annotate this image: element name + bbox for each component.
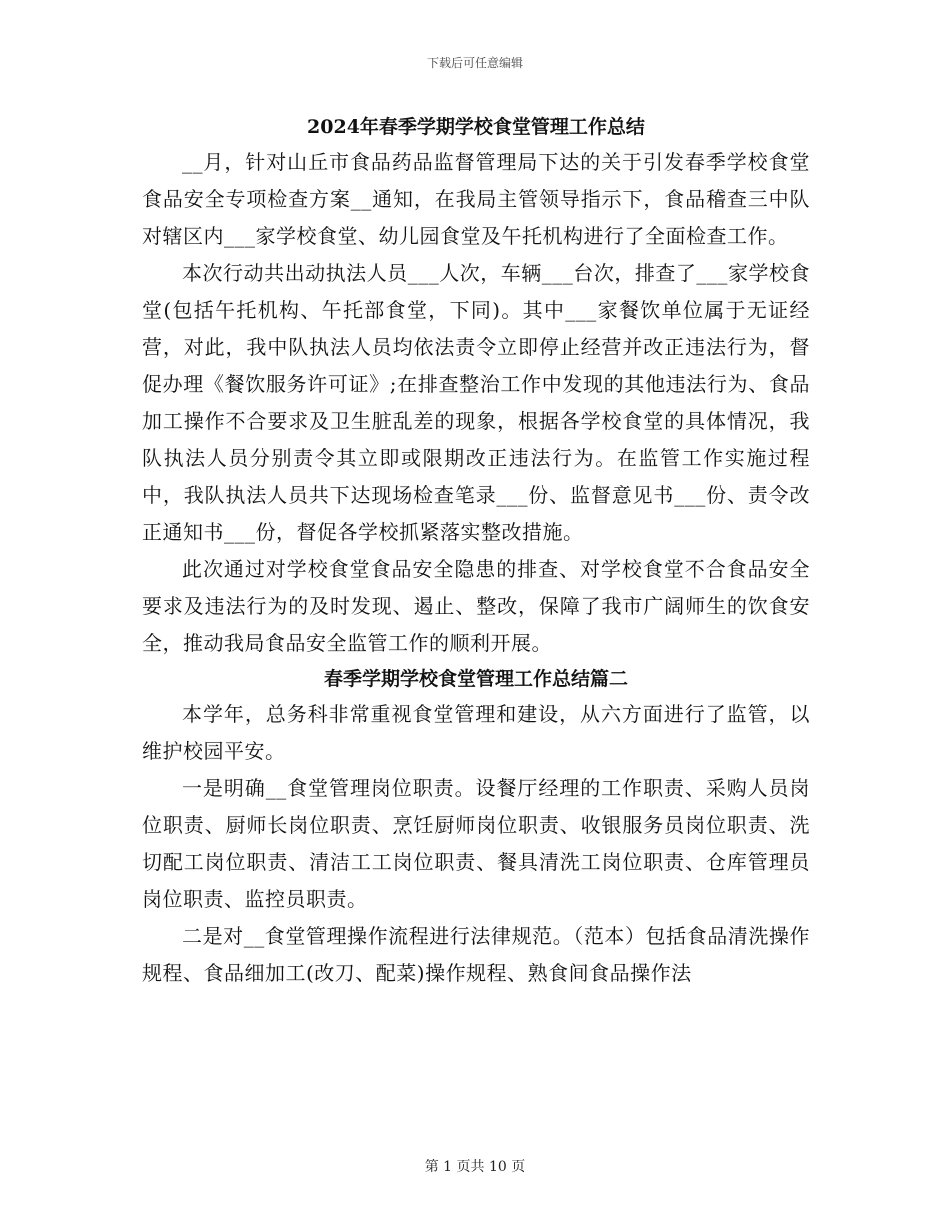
page-header-note: 下载后可任意编辑 bbox=[426, 56, 523, 70]
section-title: 春季学期学校食堂管理工作总结篇二 bbox=[323, 668, 628, 690]
section2-paragraph-2: 一是明确__食堂管理岗位职责。设餐厅经理的工作职责、采购人员岗位职责、厨师长岗位职责、烹饪厨师岗位职责、收银服务员岗位职责、洗切配工岗位职责、清洁工工岗位职责、餐具清洗工岗位职责、仓库管理员岗位职责、监控员职责。 bbox=[142, 776, 810, 911]
section2-paragraph-3: 二是对__食堂管理操作流程进行法律规范。（范本）包括食品清洗操作规程、食品细加工(改刀、配菜)操作规程、熟食间食品操作法 bbox=[142, 924, 810, 985]
paragraph-1: __月，针对山丘市食品药品监督管理局下达的关于引发春季学校食堂食品安全专项检查方案__通知，在我局主管领导指示下，食品稽查三中队对辖区内___家学校食堂、幼儿园食堂及午托机构进行了全面检查工作。 bbox=[142, 150, 810, 248]
section2-paragraph-1: 本学年，总务科非常重视食堂管理和建设，从六方面进行了监管，以维护校园平安。 bbox=[142, 702, 810, 763]
paragraph-3: 此次通过对学校食堂食品安全隐患的排查、对学校食堂不合食品安全要求及违法行为的及时发现、遏止、整改，保障了我市广阔师生的饮食安全，推动我局食品安全监管工作的顺利开展。 bbox=[142, 557, 810, 655]
page-number: 第 1 页共 10 页 bbox=[424, 1159, 526, 1175]
document-body bbox=[142, 110, 810, 992]
paragraph-2: 本次行动共出动执法人员___人次，车辆___台次，排查了___家学校食堂(包括午托机构、午托部食堂，下同)。其中___家餐饮单位属于无证经营，对此，我中队执法人员均依法责令立即停止经营并改正违法行为，督促办理《餐饮服务许可证》;在排查整治工作中发现的其他违法行为、食品加工操作不合要求及卫生脏乱差的现象，根据各学校食堂的具体情况，我队执法人员分别责令其立即或限期改正违法行为。在监管工作实施过程中，我队执法人员共下达现场检查笔录___份、监督意见书___份、责令改正通知书___份，督促各学校抓紧落实整改措施。 bbox=[142, 261, 810, 544]
document-title: 2024年春季学期学校食堂管理工作总结 bbox=[307, 116, 645, 138]
